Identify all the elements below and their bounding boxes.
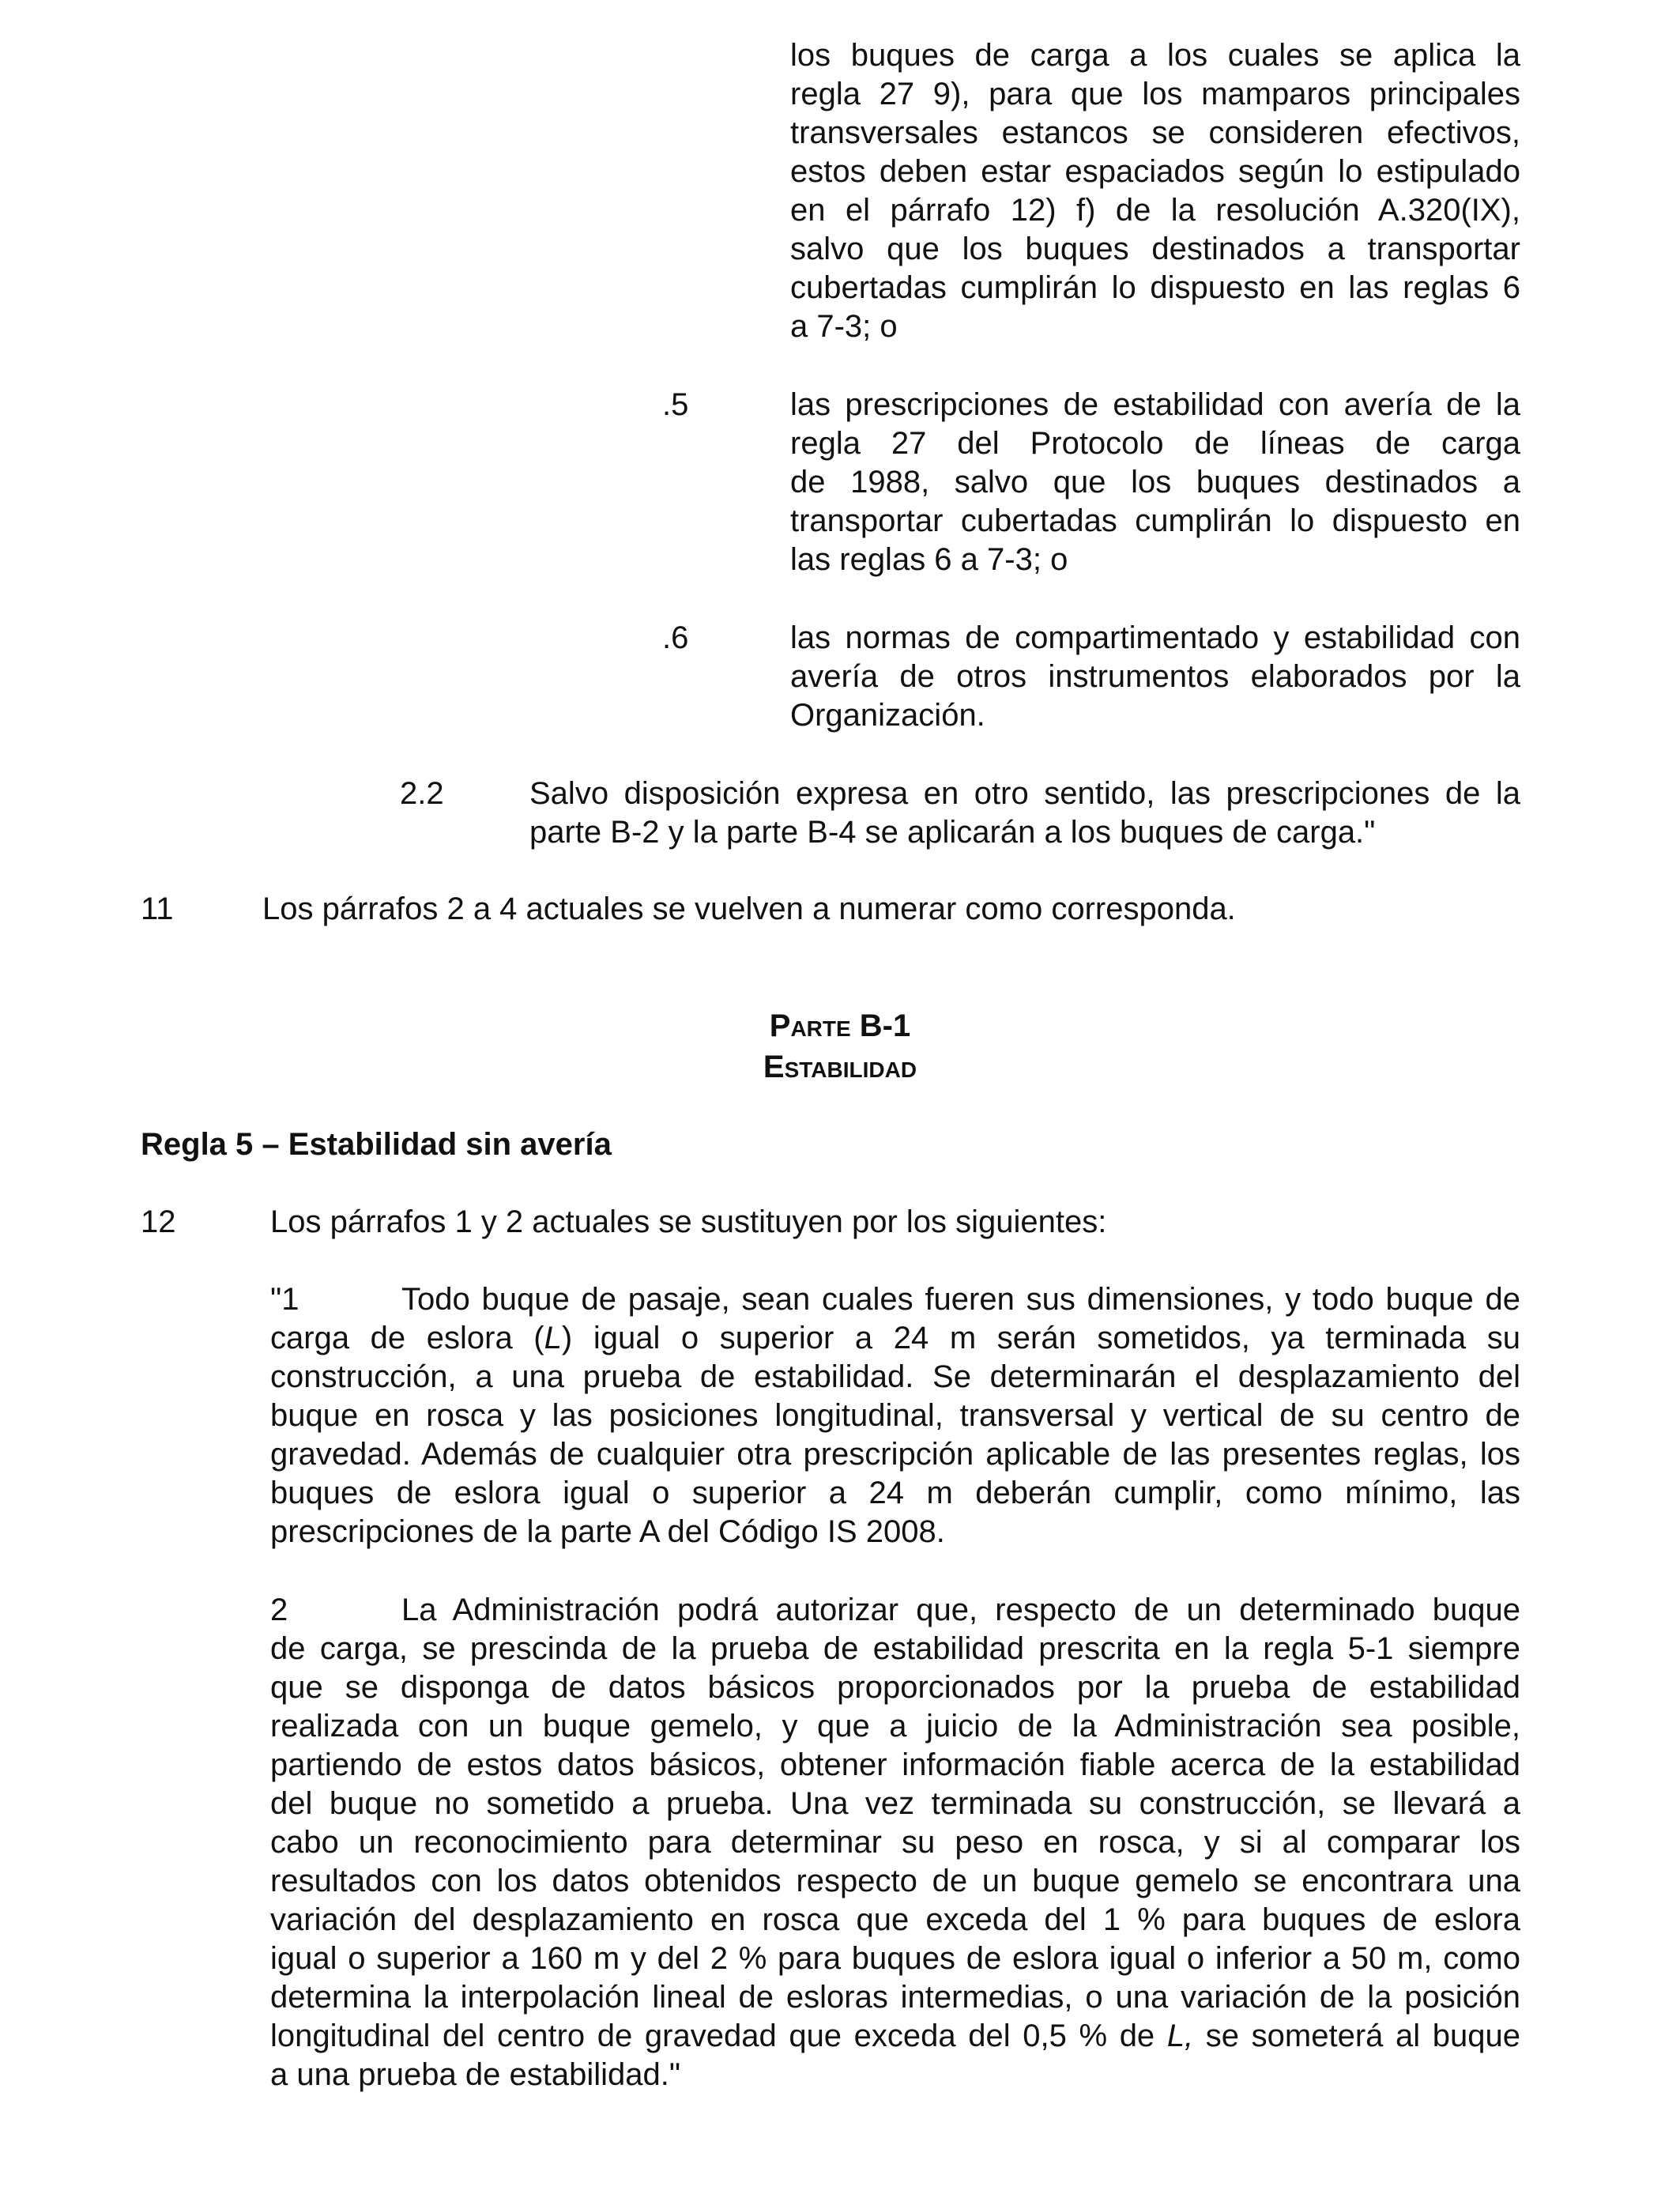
text-line: a 7-3; o [790,309,898,344]
part-subtitle: Estabilidad [763,1050,917,1084]
text-line: las normas de compartimentado y estabilidad con [790,620,1520,655]
sub-item-continuation [790,36,1520,346]
sub-item-5 [790,386,1520,579]
item-12-text: Los párrafos 1 y 2 actuales se sustituyen por los siguientes: [270,1204,1107,1239]
text-line: realizada con un buque gemelo, y que a juicio de la Administración sea posible, [270,1709,1520,1744]
text-line: regla 27 del Protocolo de líneas de carga [790,426,1520,461]
first-line [270,1280,1520,1319]
text-line: Salvo disposición expresa en otro sentido, las prescripciones de la [529,776,1520,811]
text-line [270,2017,1520,2056]
text-line: buques de eslora igual o superior a 24 m deberán cumplir, como mínimo, las [270,1476,1520,1510]
text-line: cubertadas cumplirán lo dispuesto en las reglas 6 [790,270,1520,305]
text-line: regla 27 9), para que los mamparos principales [790,77,1520,111]
text-segment: se someterá al buque [1193,2019,1520,2053]
text-line: de carga, se prescinda de la prueba de estabilidad prescrita en la regla 5-1 siempre [270,1631,1520,1666]
text-line: parte B-2 y la parte B-4 se aplicarán a los buques de carga." [529,815,1376,850]
italic-symbol: L [544,1321,562,1355]
first-line-text: Todo buque de pasaje, sean cuales fueren sus dimensiones, y todo buque de [401,1282,1520,1317]
text-line: transportar cubertadas cumplirán lo dispuesto en [790,503,1520,538]
sub-item-number: .6 [662,620,689,655]
text-line: en el párrafo 12) f) de la resolución A.320(IX), [790,193,1520,228]
paragraph-2-2 [529,775,1520,852]
text-line: buque en rosca y las posiciones longitudinal, transversal y vertical de su centro de [270,1398,1520,1433]
sub-item-6 [790,619,1520,735]
text-line [270,1319,1520,1358]
text-line: salvo que los buques destinados a transportar [790,232,1520,266]
item-number: 12 [141,1204,176,1239]
text-line: gravedad. Además de cualquier otra prescripción aplicable de las presentes reglas, los [270,1437,1520,1472]
text-line: de 1988, salvo que los buques destinados a [790,465,1520,499]
sub-item-number: .5 [662,387,689,422]
quoted-paragraph-2 [270,1591,1520,2094]
text-line: prescripciones de la parte A del Código IS 2008. [270,1514,945,1549]
item-number: 11 [141,892,174,926]
text-line: estos deben estar espaciados según lo estipulado [790,154,1520,189]
text-line: avería de otros instrumentos elaborados por la [790,659,1520,694]
text-line: construcción, a una prueba de estabilidad. Se determinarán el desplazamiento del [270,1359,1520,1394]
text-line: Organización. [790,698,985,733]
text-line: variación del desplazamiento en rosca que exceda del 1 % para buques de eslora [270,1902,1520,1937]
item-11-text: Los párrafos 2 a 4 actuales se vuelven a numerar como corresponda. [262,892,1236,926]
text-line: igual o superior a 160 m y del 2 % para buques de eslora igual o inferior a 50 m, como [270,1941,1520,1976]
first-line-text: La Administración podrá autorizar que, respecto de un determinado buque [401,1593,1520,1627]
part-title: Parte B-1 [769,1008,911,1043]
text-segment: carga de eslora ( [270,1321,544,1355]
rule-title: Regla 5 – Estabilidad sin avería [141,1127,612,1162]
text-line: a una prueba de estabilidad." [270,2057,681,2092]
paragraph-number: "1 [270,1282,299,1317]
text-line: los buques de carga a los cuales se aplica la [790,38,1520,73]
text-line: partiendo de estos datos básicos, obtener información fiable acerca de la estabilidad [270,1747,1520,1782]
quoted-paragraph-1 [270,1280,1520,1551]
text-line: determina la interpolación lineal de esloras intermedias, o una variación de la posición [270,1980,1520,2015]
italic-symbol: L, [1166,2019,1194,2053]
text-line: resultados con los datos obtenidos respecto de un buque gemelo se encontrara una [270,1864,1520,1898]
text-line: del buque no sometido a prueba. Una vez terminada su construcción, se llevará a [270,1786,1520,1821]
part-heading [0,1005,1680,1088]
text-line: las reglas 6 a 7-3; o [790,542,1068,577]
first-line [270,1591,1520,1630]
text-line: cabo un reconocimiento para determinar su peso en rosca, y si al comparar los [270,1825,1520,1860]
text-line: transversales estancos se consideren efectivos, [790,115,1520,150]
paragraph-number: 2 [270,1593,288,1627]
text-line: que se disponga de datos básicos proporcionados por la prueba de estabilidad [270,1670,1520,1705]
text-line: las prescripciones de estabilidad con avería de la [790,387,1520,422]
text-segment: ) igual o superior a 24 m serán sometidos, ya terminada su [561,1321,1521,1355]
paragraph-number: 2.2 [400,776,444,811]
text-segment: longitudinal del centro de gravedad que exceda del 0,5 % de [270,2019,1167,2053]
